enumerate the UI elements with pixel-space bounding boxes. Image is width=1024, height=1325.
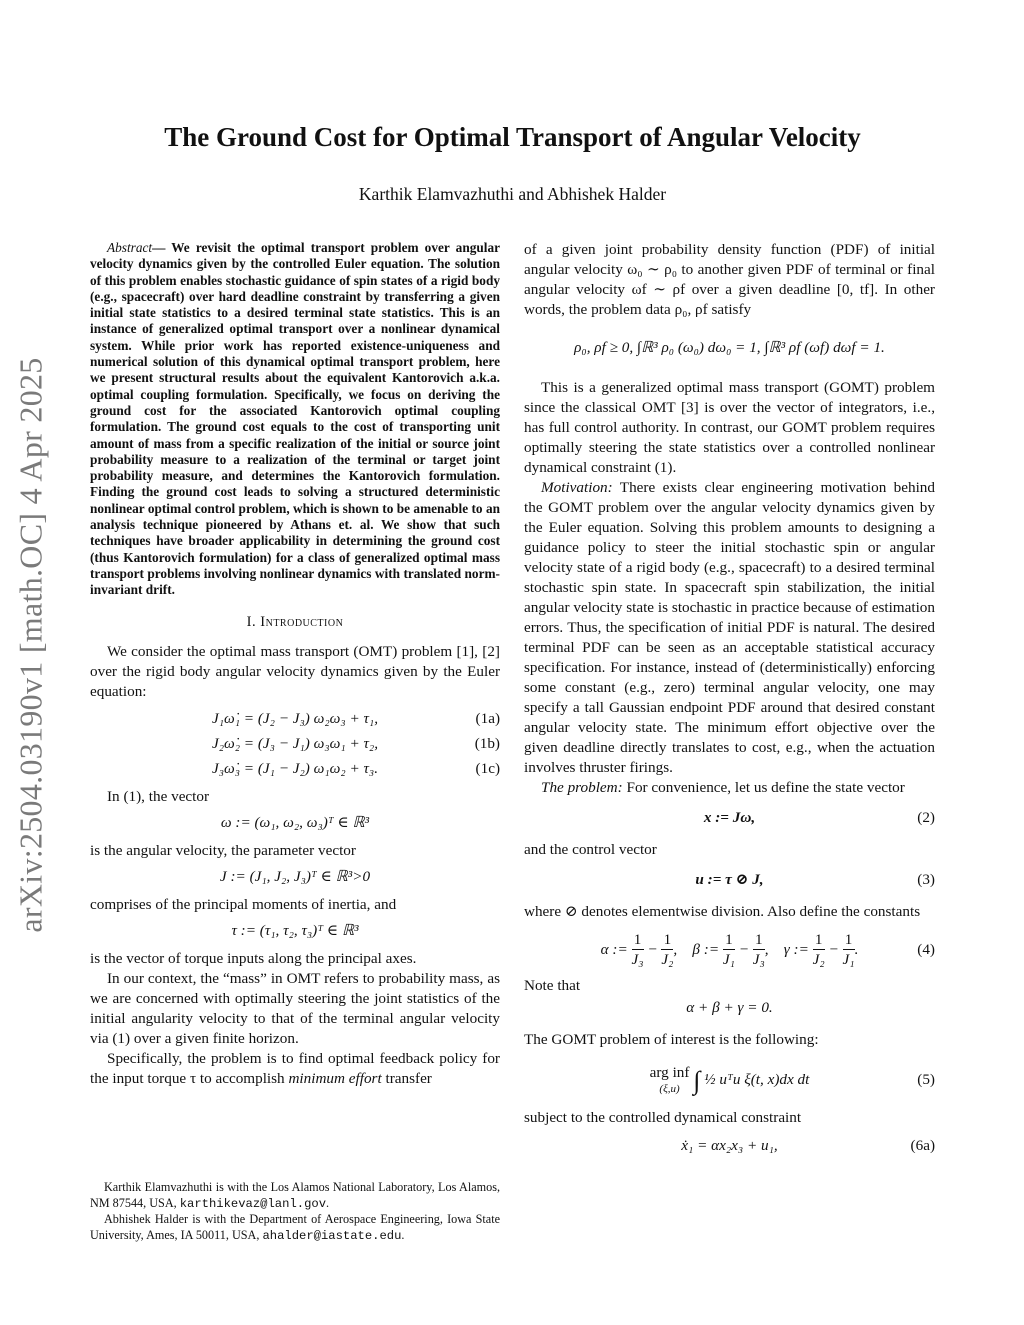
section-name: Introduction <box>260 613 344 630</box>
right-paragraph-7: Note that <box>524 977 581 994</box>
arxiv-identifier: arXiv:2504.03190v1 [math.OC] 4 Apr 2025 <box>12 357 49 933</box>
equation-omega-body: ω := (ω₁, ω₂, ω₃)ᵀ ∈ ℝ³ <box>220 813 370 831</box>
equation-tau <box>90 921 500 945</box>
right-column <box>524 240 935 1160</box>
paper-authors: Karthik Elamvazhuthi and Abhishek Halder <box>358 184 667 204</box>
fraction: $\frac{1}{\text{J₁}}$ <box>842 931 855 969</box>
motivation-text: There exists clear engineering motivation behind the GOMT problem over the angular velocity dynamics given by the Euler equation. Solving this problem amounts to designing a guidance policy to steer the initial stochastic spin or angular velocity state of a rigid body (e.g., spacecraft) to a desired terminal stochastic spin state. In spacecraft spin stabilization, the initial angular velocity state is stochastic in practice because of estimation errors. Thus, the specification of initial PDF is natural. The desired terminal PDF can be seen as an acceptable statistical accuracy specification. For instance, instead of (deterministically) enforcing some constant (e.g., zero) terminal angular velocity, one may specify a tall Gaussian endpoint PDF around that desired constant angular velocity state. The minimum effort objective over the given deadline directly translates to cost, e.g., when the actuation involves thruster firings. <box>524 479 935 776</box>
footnote-2 <box>90 1212 500 1244</box>
right-paragraph-9: subject to the controlled dynamical constraint <box>524 1109 802 1126</box>
section-numeral: I. <box>246 613 257 630</box>
equation-6a-body: ẋ₁ = αx₂x₃ + u₁, <box>681 1137 778 1154</box>
equation-2-number: (2) <box>917 809 935 826</box>
equation-1b-body: J₂ω̇₂ = (J₃ − J₁) ω₃ω₁ + τ₂, <box>211 734 379 752</box>
beta-def: β := <box>692 941 720 958</box>
equation-5 <box>524 1058 935 1102</box>
footnote-2-email[interactable]: ahalder@iastate.edu <box>262 1228 402 1243</box>
equation-1c-number: (1c) <box>475 759 500 777</box>
intro-paragraph-7-c: transfer <box>381 1069 432 1087</box>
equation-1c <box>90 759 500 783</box>
equation-2 <box>524 808 935 832</box>
equation-2-body: x := Jω, <box>703 809 756 826</box>
right-paragraph-1: of a given joint probability density function (PDF) of initial angular velocity ω₀ ∼ ρ₀ to another given PDF of terminal or final angular velocity ωf ∼ ρf over a given deadline [0, tf]. In other words, the problem data ρ₀, ρf satisfy <box>524 241 935 318</box>
intro-paragraph-6: In our context, the “mass” in OMT refers to probability mass, as we are concerned with optimally steering the joint statistics of the initial angularity velocity to that of the terminal angular velocity via (1) over a given finite horizon. <box>90 969 500 1047</box>
paper-title: The Ground Cost for Optimal Transport of Angular Velocity <box>164 122 861 152</box>
fraction: $\frac{1}{\text{J₂}}$ <box>812 931 825 969</box>
arginf-operator: arg inf <box>649 1063 690 1081</box>
equation-sum <box>524 998 935 1022</box>
equation-3-number: (3) <box>917 871 935 888</box>
equation-1c-body: J₃ω̇₃ = (J₁ − J₂) ω₁ω₂ + τ₃. <box>211 759 379 777</box>
left-column <box>90 240 500 1089</box>
intro-paragraph-4: comprises of the principal moments of inertia, and <box>90 895 397 913</box>
intro-paragraph-3: is the angular velocity, the parameter vector <box>90 841 356 859</box>
fraction: $\frac{1}{\text{J₂}}$ <box>661 931 674 969</box>
problem-label: The problem: <box>541 779 623 796</box>
right-paragraph-3 <box>524 478 935 778</box>
intro-paragraph-1: We consider the optimal mass transport (OMT) problem [1], [2] over the rigid body angular velocity dynamics given by the Euler equation: <box>90 642 500 700</box>
intro-paragraph-7-a: Specifically, the problem is to find optimal feedback policy for the input torque τ to accomplish <box>90 1049 500 1087</box>
equation-3 <box>524 870 935 894</box>
fraction: $\frac{1}{\text{J₃}}$ <box>631 931 644 969</box>
footnote-2-text: Abhishek Halder is with the Department of Aerospace Engineering, Iowa State University, Ames, IA 50011, USA, <box>90 1212 500 1242</box>
equation-1b <box>90 734 500 758</box>
motivation-label: Motivation: <box>541 479 613 496</box>
equation-1a-body: J₁ω̇₁ = (J₂ − J₃) ω₂ω₃ + τ₁, <box>211 709 379 727</box>
equation-tau-body: τ := (τ₁, τ₂, τ₃)ᵀ ∈ ℝ³ <box>231 921 359 939</box>
equation-1a-number: (1a) <box>475 709 500 727</box>
equation-rho <box>524 326 935 370</box>
footnote-1-end: . <box>326 1195 330 1210</box>
footnote-1 <box>90 1180 500 1212</box>
right-paragraph-6: where ⊘ denotes elementwise division. Also define the constants <box>524 903 921 920</box>
equation-6a-number: (6a) <box>910 1137 935 1154</box>
right-paragraph-4 <box>524 778 935 798</box>
equation-rho-body: ρ₀, ρf ≥ 0, ∫ℝ³ ρ₀ (ω₀) dω₀ = 1, ∫ℝ³ ρf (ωf) dωf = 1. <box>574 339 885 356</box>
abstract-label: Abstract <box>107 240 153 255</box>
footnotes <box>90 1180 500 1244</box>
equation-J-body: J := (J₁, J₂, J₃)ᵀ ∈ ℝ³>0 <box>219 867 371 885</box>
abstract <box>90 240 500 599</box>
equation-1a <box>90 709 500 733</box>
problem-text: For convenience, let us define the state vector <box>622 779 905 796</box>
footnote-1-email[interactable]: karthikevaz@lanl.gov <box>179 1196 327 1211</box>
right-paragraph-5: and the control vector <box>524 841 657 858</box>
arginf-subscript: (ξ,u) <box>659 1082 680 1095</box>
fraction: $\frac{1}{\text{J₁}}$ <box>722 931 735 969</box>
equation-4-body: α := $\frac{1}{\text{J₃}}$ − $\frac{1}{\text{J₂}}$ , β := $\frac{1}{\text{J₁}}$ − $\frac{1}{\text{J₃}}$ , γ := $\frac{1}{\text{J₂}}$ − $\frac{1}{\text{J₁}}$ . <box>600 931 859 969</box>
right-paragraph-8: The GOMT problem of interest is the following: <box>524 1031 819 1048</box>
right-paragraph-2: This is a generalized optimal mass transport (GOMT) problem since the classical OMT [3] is over the vector of integrators, i.e., has full control authority. In contrast, our GOMT problem requires optimally steering the state statistics over a controlled nonlinear dynamical constraint (1). <box>524 379 935 476</box>
section-heading-introduction <box>90 612 500 632</box>
fraction: $\frac{1}{\text{J₃}}$ <box>752 931 765 969</box>
footnote-1-text: Karthik Elamvazhuthi is with the Los Alamos National Laboratory, Los Alamos, NM 87544, USA, <box>90 1180 500 1210</box>
equation-J <box>90 867 500 891</box>
equation-4 <box>524 928 935 972</box>
equation-1b-number: (1b) <box>474 734 500 752</box>
equation-5-body <box>650 1058 810 1103</box>
footnote-2-end: . <box>401 1227 405 1242</box>
intro-paragraph-5: is the vector of torque inputs along the principal axes. <box>90 949 417 967</box>
equation-4-number: (4) <box>917 941 935 958</box>
equation-6a <box>524 1136 935 1160</box>
integral-sign: ∫ <box>693 1065 701 1095</box>
intro-paragraph-7-emph: minimum effort <box>288 1069 382 1087</box>
equation-3-body: u := τ ⊘ J, <box>695 871 764 888</box>
equation-5-number: (5) <box>917 1071 935 1088</box>
alpha-def: α := <box>600 941 628 958</box>
arxiv-side-stamp <box>2 340 60 950</box>
intro-paragraph-2: In (1), the vector <box>107 787 210 805</box>
objective: ½ uᵀu ξ(t, x)dx dt <box>704 1071 810 1088</box>
intro-paragraph-7 <box>90 1049 500 1089</box>
gamma-def: γ := <box>783 941 809 958</box>
abstract-text: — We revisit the optimal transport problem over angular velocity dynamics given by the controlled Euler equation. The solution of this problem enables stochastic guidance of spin states of a rigid body (e.g., spacecraft) over hard deadline constraint by transferring a given initial state statistics to a desired terminal state statistics. This is an instance of generalized optimal transport over a nonlinear dynamical system. While prior work has reported existence-uniqueness and numerical solution of this dynamical optimal transport problem, here we present structural results about the equivalent Kantorovich a.k.a. optimal coupling formulation. Specifically, we focus on deriving the ground cost for the associated Kantorovich optimal coupling formulation. The ground cost equals to the cost of transporting unit amount of mass from a specific realization of the initial or source joint probability measure to a realization of the terminal or target joint probability measure, and determines the Kantorovich formulation. Finding the ground cost leads to solving a structured deterministic nonlinear optimal control problem, which is shown to be amenable to an analysis technique pioneered by Athans et. al. We show that such techniques have broader applicability in determining the ground cost (thus Kantorovich formulation) for a class of generalized optimal mass transport problems involving nonlinear dynamics with translated norm-invariant drift. <box>90 240 500 598</box>
equation-sum-body: α + β + γ = 0. <box>686 999 773 1016</box>
equation-omega <box>90 813 500 837</box>
